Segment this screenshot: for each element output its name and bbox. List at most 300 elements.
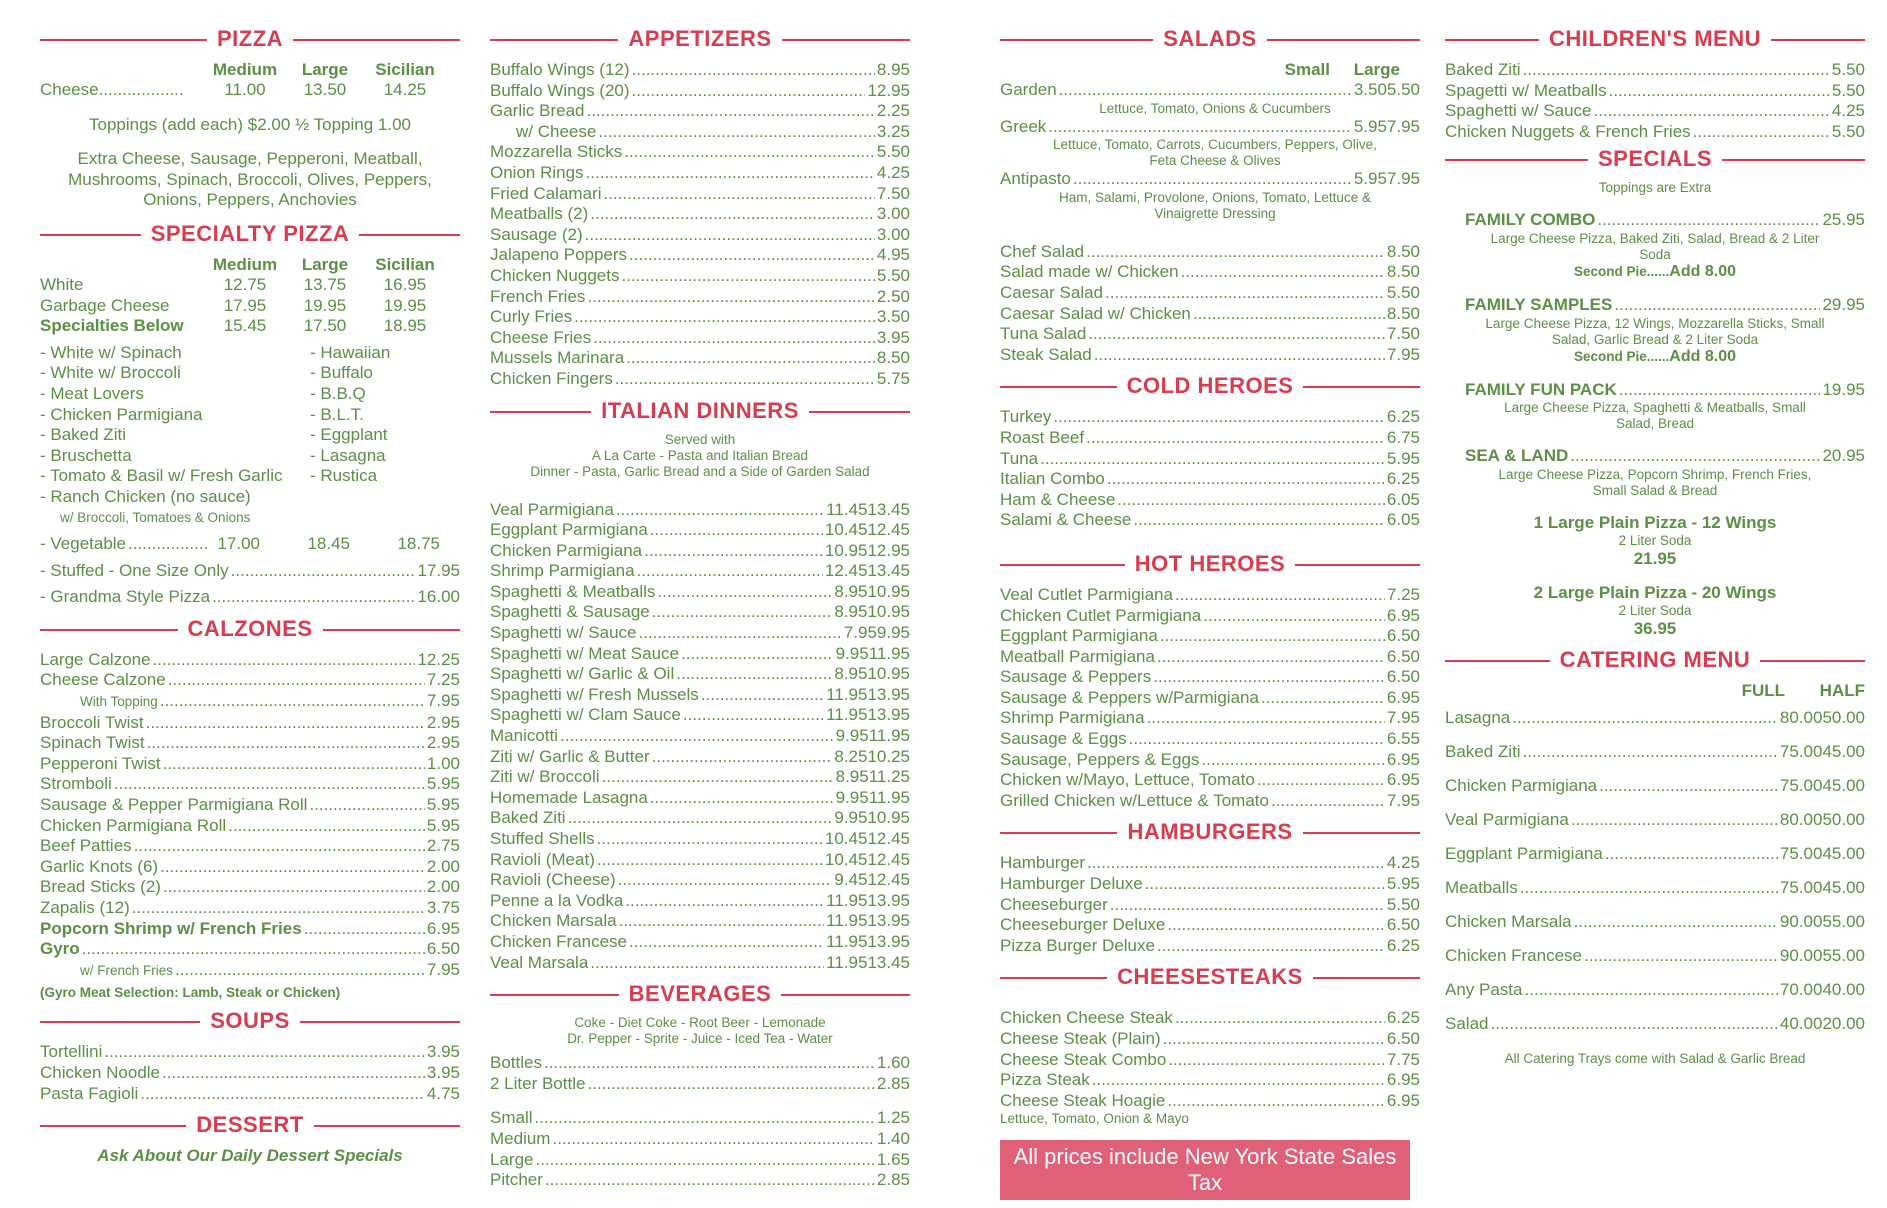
salad-desc: Ham, Salami, Provolone, Onions, Tomato, Lettuce & Vinaigrette Dressing — [1059, 189, 1371, 221]
item-name: Veal Parmigiana — [490, 499, 614, 519]
appetizers-header: APPETIZERS — [490, 24, 910, 54]
dinner-row — [490, 561, 910, 582]
half-price: 55.00 — [1822, 945, 1865, 965]
item-name: Lasagna — [1445, 707, 1511, 727]
pizza-cheese-row: Cheese.................. 11.00 13.50 14.25 — [40, 80, 427, 99]
dot-leader — [1133, 510, 1385, 531]
menu-item-row — [40, 816, 460, 837]
item-price: 7.95 — [1386, 708, 1420, 728]
item-price: 6.55 — [1386, 729, 1420, 749]
dot-leader — [683, 705, 824, 726]
item-price: 2.50 — [876, 286, 910, 306]
combo-title-row — [1445, 210, 1865, 231]
special-combo — [1445, 210, 1865, 281]
toppings-price: Toppings (add each) $2.00 ½ Topping 1.00 — [89, 114, 411, 134]
menu-item-row — [490, 1150, 910, 1171]
dot-leader — [652, 747, 833, 768]
dinner-price: 10.25 — [867, 746, 910, 766]
special-combo — [1445, 446, 1865, 499]
alacarte-price: 12.45 — [824, 561, 868, 581]
menu-item-row — [1000, 304, 1420, 325]
item-price: 5.95 — [426, 774, 460, 794]
dinner-price: 10.95 — [867, 664, 910, 684]
dot-leader — [701, 685, 824, 706]
item-name: Sausage & Peppers — [1000, 667, 1152, 687]
menu-item-row — [1000, 510, 1420, 531]
item-price: 17.95 — [223, 295, 267, 315]
menu-item-row — [40, 754, 460, 775]
dinner-price: 12.45 — [867, 520, 910, 540]
item-price: 4.75 — [426, 1083, 460, 1103]
dinner-price: 12.95 — [867, 540, 910, 560]
second-pie-label: Second Pie...... — [1574, 348, 1670, 364]
combo-price: 29.95 — [1822, 294, 1865, 314]
item-price: 4.25 — [1386, 853, 1420, 873]
item-price: 3.50 — [876, 307, 910, 327]
dot-leader — [1107, 469, 1385, 490]
item-name: Manicotti — [490, 726, 559, 746]
item-name: Buffalo Wings (20) — [490, 80, 630, 100]
menu-item-row — [40, 670, 460, 691]
combo-price: 19.95 — [1822, 379, 1865, 399]
item-name: Any Pasta — [1445, 979, 1523, 999]
dinner-price: 9.95 — [876, 623, 910, 643]
toppings-list: Extra Cheese, Sausage, Pepperoni, Meatball, Mushrooms, Spinach, Broccoli, Olives, Peppers, Onions, Peppers, Anchovies — [68, 149, 432, 210]
combo-title-row — [1445, 446, 1865, 467]
alacarte-price: 10.45 — [824, 520, 868, 540]
gyro-note: (Gyro Meat Selection: Lamb, Steak or Chicken) — [40, 985, 341, 1001]
menu-item-row — [490, 328, 910, 349]
combo-title-row — [1445, 380, 1865, 401]
menu-item-row — [490, 204, 910, 225]
catering-row — [1445, 735, 1865, 769]
combo-price: 25.95 — [1822, 210, 1865, 230]
second-pie-add: Add 8.00 — [1669, 262, 1736, 280]
dinner-row — [490, 602, 910, 623]
half-price: 40.00 — [1822, 979, 1865, 999]
dot-leader — [1153, 667, 1385, 688]
item-name: Broccoli Twist — [40, 712, 144, 732]
item-name: Pasta Fagioli — [40, 1083, 139, 1103]
item-price: 8.50 — [1386, 303, 1420, 323]
item-price: 5.95 — [1386, 874, 1420, 894]
item-name: Ravioli (Cheese) — [490, 870, 616, 890]
dinner-row — [490, 850, 910, 871]
dot-leader — [626, 348, 875, 369]
dot-leader — [1086, 242, 1385, 263]
full-price: 40.00 — [1779, 1013, 1823, 1033]
dot-leader — [1597, 210, 1820, 231]
dot-leader — [1271, 791, 1385, 812]
menu-item-row — [1000, 626, 1420, 647]
item-name: Mozzarella Sticks — [490, 142, 623, 162]
dot-leader — [618, 870, 833, 891]
dot-leader — [632, 81, 866, 102]
hot-header: HOT HEROES — [1000, 549, 1420, 579]
specialty-item: - Eggplant — [310, 425, 388, 445]
specialty-item: - Hawaiian — [310, 342, 391, 362]
item-price: 3.00 — [876, 224, 910, 244]
item-name: Spaghetti w/ Garlic & Oil — [490, 664, 675, 684]
item-price: 6.50 — [426, 939, 460, 959]
column-4 — [1445, 20, 1865, 1067]
column-1 — [40, 20, 460, 1167]
item-price: 15.45 — [223, 316, 267, 336]
dessert-header: DESSERT — [40, 1110, 460, 1140]
beverages-line1: Coke - Diet Coke - Root Beer - Lemonade — [574, 1015, 826, 1031]
item-price: 5.50 — [1386, 894, 1420, 914]
item-name: Gyro — [40, 939, 80, 959]
dinner-price: 13.95 — [867, 911, 910, 931]
dinner-row — [490, 829, 910, 850]
item-price: 8.95 — [876, 60, 910, 79]
item-price: 5.50 — [1831, 60, 1865, 79]
menu-item-row — [490, 1129, 910, 1150]
item-name: Ziti w/ Garlic & Butter — [490, 746, 650, 766]
dot-leader — [681, 644, 834, 665]
combo-desc: Large Cheese Pizza, 12 Wings, Mozzarella Sticks, Small Salad, Garlic Bread & 2 Liter Soda — [1485, 315, 1825, 347]
dot-leader — [163, 754, 425, 775]
specialty-item: - White w/ Spinach — [40, 342, 182, 362]
italian-dinner: Dinner - Pasta, Garlic Bread and a Side of Garden Salad — [530, 463, 870, 479]
alacarte-price: 10.45 — [824, 829, 868, 848]
menu-item-row — [1000, 490, 1420, 511]
item-name: Popcorn Shrimp w/ French Fries — [40, 918, 302, 938]
menu-item-row — [1445, 81, 1865, 102]
deal2-sub: 2 Liter Soda — [1618, 602, 1692, 618]
item-name: Cheese Steak Combo — [1000, 1049, 1167, 1069]
menu-item-row — [40, 733, 460, 754]
menu-item-row — [490, 1170, 910, 1191]
dot-leader — [1129, 729, 1385, 750]
item-name: Baked Ziti — [1445, 60, 1521, 79]
item-name: Chicken Parmigiana — [490, 540, 643, 560]
item-name: Chicken Fingers — [490, 368, 613, 388]
item-price: 2.75 — [426, 836, 460, 856]
menu-item-row — [1000, 345, 1420, 366]
dot-leader — [1257, 770, 1385, 791]
dinner-row — [490, 767, 910, 788]
item-price: 12.25 — [417, 649, 460, 669]
menu-item-row — [1445, 122, 1865, 143]
deal2-title: 2 Large Plain Pizza - 20 Wings — [1533, 582, 1777, 602]
full-price: 80.00 — [1779, 809, 1823, 829]
full-price: 90.00 — [1779, 911, 1823, 931]
item-price: 1.25 — [876, 1108, 910, 1128]
item-name: Meatballs — [1445, 877, 1518, 897]
menu-item-row — [1000, 708, 1420, 729]
menu-item-row — [40, 836, 460, 857]
catering-row — [1445, 803, 1865, 837]
catering-row — [1445, 769, 1865, 803]
item-name: Small — [490, 1108, 533, 1128]
item-name: Beef Patties — [40, 836, 132, 856]
dot-leader — [597, 829, 823, 850]
menu-item-row — [1445, 60, 1865, 81]
item-price: 2.00 — [426, 856, 460, 876]
menu-item-row — [1000, 936, 1420, 957]
salad-desc: Lettuce, Tomato, Onions & Cucumbers — [1099, 100, 1331, 116]
dot-leader — [160, 691, 425, 712]
item-price: 7.50 — [1386, 324, 1420, 344]
menu-item-row — [490, 81, 910, 102]
dot-leader — [657, 582, 832, 603]
alacarte-price: 8.95 — [834, 664, 868, 684]
item-price: 4.95 — [876, 245, 910, 265]
dinner-price: 11.95 — [868, 643, 910, 663]
item-name: Pepperoni Twist — [40, 753, 161, 773]
alacarte-price: 9.95 — [835, 787, 869, 807]
item-name: Italian Combo — [1000, 469, 1105, 489]
specialty-item: - B.L.T. — [310, 404, 364, 424]
italian-alacarte: A La Carte - Pasta and Italian Bread — [591, 447, 809, 463]
item-price: 17.50 — [303, 316, 347, 336]
item-price: 5.50 — [1831, 80, 1865, 100]
dot-leader — [168, 670, 425, 691]
item-name: Onion Rings — [490, 162, 584, 182]
specialty-item: - B.B.Q — [310, 383, 366, 403]
dot-leader — [147, 733, 425, 754]
item-price: 8.50 — [1386, 262, 1420, 282]
large-price: 5.50 — [1386, 80, 1420, 99]
item-name: Spaghetti w/ Sauce — [1445, 101, 1592, 121]
menu-item-row — [40, 1084, 460, 1105]
menu-item-row — [1000, 1029, 1420, 1050]
item-name: Greek — [1000, 116, 1047, 136]
dot-leader — [1092, 1070, 1385, 1091]
soups-header: SOUPS — [40, 1006, 460, 1036]
alacarte-price: 11.95 — [826, 705, 868, 725]
dinner-price: 13.95 — [867, 684, 910, 704]
menu-item-row — [490, 101, 910, 122]
full-price: 90.00 — [1779, 945, 1823, 965]
dinner-price: 13.45 — [867, 952, 910, 972]
item-name: Zapalis (12) — [40, 898, 130, 917]
menu-item-row — [1445, 101, 1865, 122]
menu-item-row — [40, 857, 460, 878]
item-price: 6.95 — [1386, 749, 1420, 769]
menu-item-row — [40, 939, 460, 960]
alacarte-price: 8.95 — [834, 581, 868, 601]
dot-leader — [587, 287, 874, 308]
catering-note: All Catering Trays come with Salad & Garlic Bread — [1504, 1050, 1806, 1066]
item-name: Cheese Steak (Plain) — [1000, 1029, 1161, 1048]
dot-leader — [146, 713, 425, 734]
dot-leader — [1201, 750, 1384, 771]
item-price: 5.50 — [1386, 282, 1420, 302]
item-name: Eggplant Parmigiana — [490, 520, 648, 540]
dot-leader — [160, 857, 425, 878]
dot-leader — [1490, 1007, 1777, 1041]
item-price: 7.95 — [1386, 790, 1420, 810]
item-name: Tortellini — [40, 1042, 103, 1062]
italian-served: Served with — [664, 431, 736, 447]
item-name: Mussels Marinara — [490, 348, 625, 368]
item-name: Garlic Knots (6) — [40, 856, 159, 876]
menu-item-row — [490, 348, 910, 369]
alacarte-price: 7.95 — [843, 623, 877, 643]
item-name: Specialties Below — [40, 316, 184, 336]
menu-item-row — [490, 245, 910, 266]
item-name: Cheeseburger Deluxe — [1000, 915, 1166, 935]
menu-item-row — [40, 960, 460, 982]
menu-item-row — [1000, 1070, 1420, 1091]
item-price: 8.50 — [876, 348, 910, 368]
dinner-price: 12.45 — [867, 849, 910, 869]
item-price: 6.25 — [1386, 407, 1420, 427]
deal2-price: 36.95 — [1633, 618, 1677, 638]
specialty-item: - Meat Lovers — [40, 383, 144, 403]
dot-leader — [1193, 304, 1385, 325]
dot-leader — [535, 1150, 874, 1171]
item-name: Ravioli (Meat) — [490, 849, 595, 869]
menu-item-row — [1000, 647, 1420, 668]
dinner-row — [490, 541, 910, 562]
alacarte-price: 11.95 — [826, 911, 868, 931]
dinner-row — [490, 623, 910, 644]
item-name: w/ French Fries — [80, 962, 174, 978]
item-price: 3.95 — [426, 1062, 460, 1082]
menu-item-row — [490, 60, 910, 81]
dot-leader — [676, 664, 832, 685]
menu-item-row — [490, 184, 910, 205]
dot-leader — [1570, 446, 1820, 467]
item-name: With Topping — [80, 694, 158, 710]
dessert-note: Ask About Our Daily Dessert Specials — [97, 1146, 403, 1166]
item-price: 6.95 — [1386, 1070, 1420, 1090]
item-name: Medium — [490, 1128, 551, 1148]
dot-leader — [615, 369, 875, 390]
dot-leader — [1523, 735, 1778, 769]
item-name: Cheese Calzone — [40, 670, 166, 690]
menu-item-row — [40, 650, 460, 671]
dot-leader — [585, 225, 875, 246]
column-2 — [490, 20, 910, 1191]
salad-row — [1000, 169, 1420, 190]
catering-row — [1445, 1007, 1865, 1041]
dinner-price: 13.45 — [867, 561, 910, 581]
combo-name: SEA & LAND — [1465, 446, 1569, 466]
item-name: Turkey — [1000, 407, 1052, 427]
dot-leader — [629, 245, 875, 266]
item-name: Stromboli — [40, 774, 112, 794]
dinner-row — [490, 953, 910, 974]
item-name: Chicken w/Mayo, Lettuce, Tomato — [1000, 770, 1255, 790]
menu-item-row — [490, 266, 910, 287]
item-name: Salad — [1445, 1013, 1489, 1033]
item-name: Sausage & Eggs — [1000, 729, 1127, 749]
cold-header: COLD HEROES — [1000, 371, 1420, 401]
item-name: Baked Ziti — [1445, 741, 1521, 761]
dot-leader — [1167, 1091, 1385, 1112]
item-price: 3.75 — [426, 898, 460, 917]
dinner-row — [490, 582, 910, 603]
dinner-price: 11.95 — [868, 787, 910, 807]
dot-leader — [1157, 936, 1385, 957]
item-name: Baked Ziti — [490, 808, 566, 828]
full-price: 75.00 — [1779, 877, 1823, 897]
item-name: Veal Parmigiana — [1445, 809, 1569, 829]
dot-leader — [1175, 585, 1385, 606]
specialty-row — [40, 296, 460, 317]
dinner-row — [490, 911, 910, 932]
item-name: Steak Salad — [1000, 344, 1092, 364]
dot-leader — [1053, 407, 1385, 428]
half-price: 45.00 — [1822, 775, 1865, 795]
item-name: Grilled Chicken w/Lettuce & Tomato — [1000, 790, 1269, 810]
item-name: Eggplant Parmigiana — [1000, 626, 1158, 646]
combo-name: FAMILY SAMPLES — [1465, 294, 1613, 314]
menu-item-row — [40, 774, 460, 795]
item-price: 7.75 — [1386, 1049, 1420, 1069]
item-price: 3.00 — [876, 204, 910, 224]
menu-item-row — [490, 225, 910, 246]
menu-item-row — [490, 1053, 910, 1074]
item-name: White — [40, 274, 84, 294]
menu-item-row — [1000, 729, 1420, 750]
item-name: Curly Fries — [490, 307, 573, 327]
dot-leader — [598, 122, 875, 143]
item-name: Spaghetti w/ Sauce — [490, 623, 637, 643]
catering-row — [1445, 837, 1865, 871]
dinner-row — [490, 747, 910, 768]
dinner-row — [490, 664, 910, 685]
item-name: w/ Cheese — [516, 121, 597, 141]
dinner-row — [490, 705, 910, 726]
item-name: Hamburger Deluxe — [1000, 874, 1143, 894]
combo-name: FAMILY FUN PACK — [1465, 379, 1617, 399]
item-price: 6.50 — [1386, 915, 1420, 935]
tax-banner: All prices include New York State Sales Tax — [1000, 1140, 1410, 1200]
item-name: Salami & Cheese — [1000, 510, 1132, 530]
dot-leader — [616, 500, 824, 521]
menu-item-row — [490, 122, 910, 143]
dot-leader — [644, 541, 823, 562]
item-name: Chicken Marsala — [490, 911, 617, 931]
menu-item-row — [490, 369, 910, 390]
dot-leader — [1574, 905, 1778, 939]
alacarte-price: 8.95 — [834, 602, 868, 622]
alacarte-price: 8.25 — [834, 746, 868, 766]
dot-leader — [134, 836, 425, 857]
menu-item-row — [1000, 667, 1420, 688]
specialty-item: - Buffalo — [310, 363, 374, 383]
half-price: 45.00 — [1822, 843, 1865, 863]
menu-item-row — [490, 142, 910, 163]
half-price: 45.00 — [1822, 741, 1865, 761]
item-name: Large Calzone — [40, 649, 151, 669]
dot-leader — [590, 204, 875, 225]
dot-leader — [1605, 837, 1778, 871]
full-price: 75.00 — [1779, 775, 1823, 795]
item-name: Pizza Steak — [1000, 1070, 1090, 1090]
menu-item-row — [1000, 407, 1420, 428]
dot-leader — [1175, 1008, 1385, 1029]
dot-leader — [1525, 973, 1778, 1007]
item-price: 16.95 — [383, 274, 427, 294]
beverages-header: BEVERAGES — [490, 979, 910, 1009]
dinner-row — [490, 891, 910, 912]
item-name: Sausage & Peppers w/Parmigiana — [1000, 687, 1259, 707]
salads-header: SALADS — [1000, 24, 1420, 54]
small-price: 3.50 — [1353, 80, 1387, 99]
item-price: 6.25 — [1386, 469, 1420, 489]
dot-leader — [1593, 101, 1829, 122]
dot-leader — [1087, 853, 1385, 874]
dot-leader — [590, 953, 824, 974]
item-price: 7.95 — [426, 691, 460, 711]
menu-item-row — [1000, 1050, 1420, 1071]
